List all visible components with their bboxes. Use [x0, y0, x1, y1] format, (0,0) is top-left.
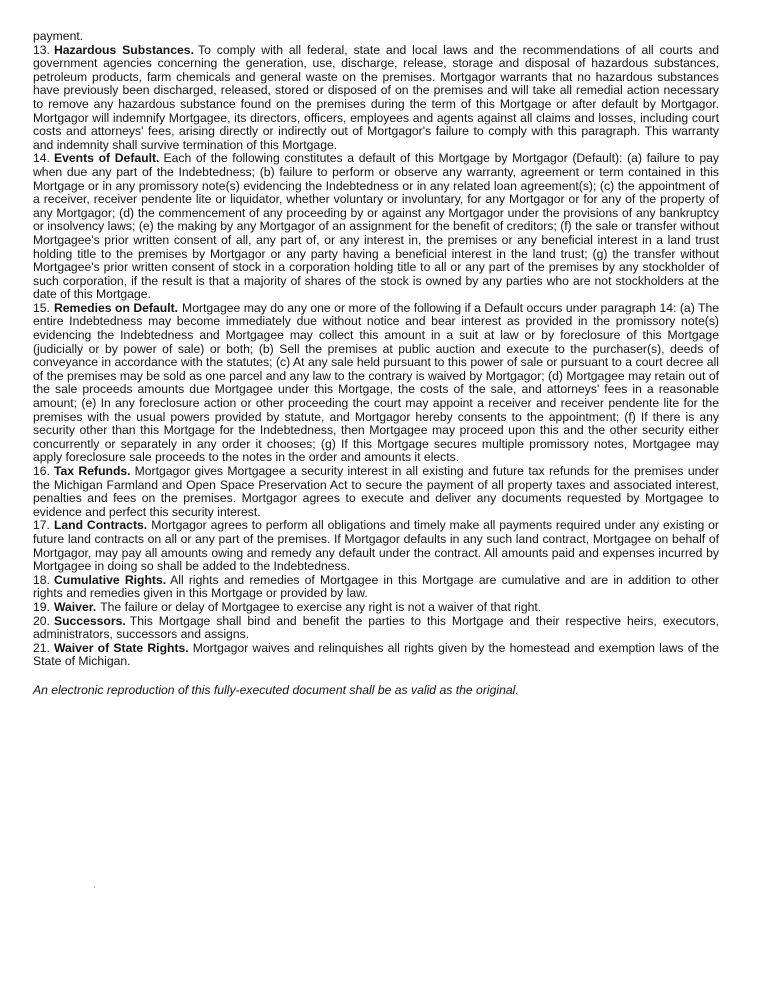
section-14	[33, 152, 719, 302]
section-body: To comply with all federal, state and local laws and the recommendations of all courts and government agencies concerning the generation, use, discharge, release, storage and disposal of hazardous substances, petroleum products, farm chemicals and general waste on the premises. Mortgagor warrants that no hazardous substances have previously been discharged, released, stored or disposed of on the premises and will take all remedial action necessary to remove any hazardous substance found on the premises during the term of this Mortgage or after default by Mortgagor. Mortgagor will indemnify Mortgagee, its directors, officers, employees and agents against all claims and losses, including court costs and attorneys' fees, arising directly or indirectly out of Mortgagor's failure to comply with this paragraph. This warranty and indemnity shall survive termination of this Mortgage.	[33, 42, 719, 152]
section-number: 14.	[33, 151, 50, 166]
section-number: 17.	[33, 518, 50, 533]
section-number: 21.	[33, 640, 50, 655]
section-number: 18.	[33, 572, 50, 587]
section-body: Mortgagor waives and relinquishes all rights given by the homestead and exemption laws of the State of Michigan.	[33, 640, 720, 669]
section-heading: Waiver.	[53, 599, 97, 614]
section-heading: Hazardous Substances.	[53, 42, 194, 57]
section-heading: Events of Default.	[53, 151, 160, 166]
section-number: 20.	[33, 613, 50, 628]
section-heading: Cumulative Rights.	[53, 572, 167, 587]
section-18	[33, 574, 719, 601]
section-number: 19.	[33, 599, 50, 614]
section-heading: Land Contracts.	[53, 518, 148, 533]
section-body: Mortgagee may do any one or more of the following if a Default occurs under paragraph 14: (a) The entire Indebtedness may become immediately due without notice and bear interest as provided in the promissory note(s) evidencing the Indebtedness and Mortgagee may collect this amount in a suit at law or by foreclosure of this Mortgage (judicially or by power of sale) or both; (b) Sell the premises at public auction and execute to the purchaser(s), deeds of conveyance in accordance with the statutes; (c) At any sale held pursuant to this power of sale or pursuant to a court decree all of the premises may be sold as one parcel and any law to the contrary is waived by Mortgagor; (d) Mortgagee may retain out of the sale proceeds amounts due Mortgagee under this Mortgage, the costs of the sale, and attorneys' fees in a reasonable amount; (e) In any foreclosure action or other proceeding the court may appoint a receiver and receiver pendente lite for the premises with the usual powers provided by statute, and Mortgagor hereby consents to the appointment; (f) If there is any security other than this Mortgage for the Indebtedness, then Mortgagee may proceed upon this and the other security either concurrently or separately in any order it chooses; (g) If this Mortgage secures multiple promissory notes, Mortgagee may apply foreclosure sale proceeds to the notes in the order and amounts it elects.	[33, 300, 720, 465]
section-body: Each of the following constitutes a default of this Mortgage by Mortgagor (Default): (a) failure to pay when due any part of the Indebtedness; (b) failure to perform or observe any warranty, agreement or term contained in this Mortgage or in any promissory note(s) evidencing the Indebtedness or in any related loan agreement(s); (c) the appointment of a receiver, receiver pendente lite or liquidator, whether voluntary or involuntary, for any Mortgagor or for any of the property of any Mortgagor; (d) the commencement of any proceeding by or against any Mortgagor under the provisions of any bankruptcy or insolvency laws; (e) the making by any Mortgagor of an assignment for the benefit of creditors; (f) the sale or transfer without Mortgagee's prior written consent of all, any part of, or any interest in, the premises or any beneficial interest in a land trust holding title to the premises by Mortgagor or any party having a beneficial interest in the land trust; (g) the transfer without Mortgagee's prior written consent of stock in a corporation holding title to all or any part of the premises by any stockholder of such corporation, if the result is that a majority of shares of the stock is owned by any parties who are not stockholders at the date of this Mortgage.	[33, 151, 719, 302]
section-heading: Tax Refunds.	[53, 464, 131, 478]
continuation-text: payment.	[33, 29, 84, 43]
section-body: This Mortgage shall bind and benefit the parties to this Mortgage and their respective heirs, executors, administrators, successors and assigns.	[33, 613, 719, 642]
section-19	[33, 601, 719, 615]
section-heading: Successors.	[53, 613, 126, 628]
section-number: 16.	[33, 464, 50, 478]
section-17	[33, 519, 719, 573]
scan-speck	[94, 887, 95, 888]
section-21	[33, 642, 719, 669]
section-13	[33, 44, 719, 153]
section-heading: Remedies on Default.	[53, 300, 179, 315]
section-number: 15.	[33, 300, 50, 315]
section-20	[33, 615, 719, 642]
document-page	[33, 30, 719, 698]
section-heading: Waiver of State Rights.	[53, 640, 189, 655]
section-body: Mortgagor gives Mortgagee a security interest in all existing and future tax refunds for the premises under the Michigan Farmland and Open Space Preservation Act to secure the payment of all property taxes and associated interest, penalties and fees on the premises. Mortgagor agrees to execute and deliver any documents requested by Mortgagee to evidence and perfect this security interest.	[33, 464, 719, 519]
electronic-reproduction-note: An electronic reproduction of this fully-executed document shall be as valid as the original.	[33, 682, 519, 697]
section-body: Mortgagor agrees to perform all obligations and timely make all payments required under any existing or future land contracts on all or any part of the premises. If Mortgagor defaults in any such land contract, Mortgagee on behalf of Mortgagor, may pay all amounts owing and remedy any default under the contract. All amounts paid and expenses incurred by Mortgagee in doing so shall be added to the Indebtedness.	[33, 518, 719, 574]
section-16	[33, 465, 719, 519]
section-15	[33, 302, 719, 465]
section-number: 13.	[33, 42, 50, 57]
section-body: The failure or delay of Mortgagee to exercise any right is not a waiver of that right.	[100, 599, 542, 614]
section-body: All rights and remedies of Mortgagee in this Mortgage are cumulative and are in addition to other rights and remedies given in this Mortgage or provided by law.	[33, 572, 719, 601]
